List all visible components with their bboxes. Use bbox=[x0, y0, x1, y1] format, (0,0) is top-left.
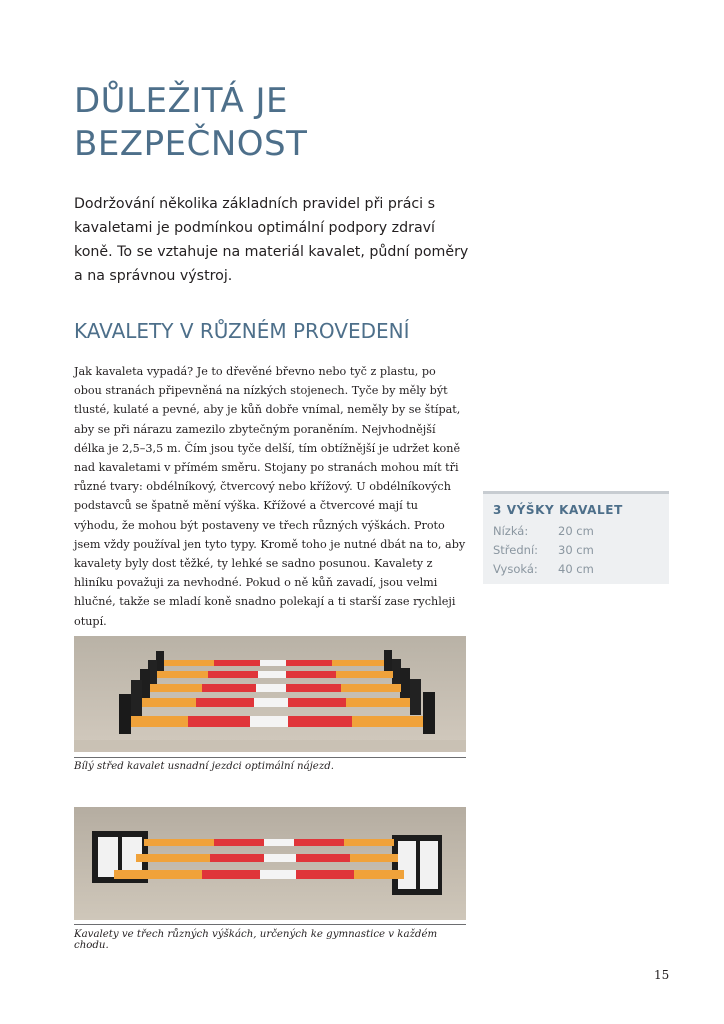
sidebar-value: 40 cm bbox=[558, 562, 594, 576]
intro-paragraph: Dodržování několika základních pravidel při práci s kavaletami je podmínkou optimální podpory zdraví koně. To se vztahuje na materiál kavalet, půdní poměry a na správnou výstroj. bbox=[74, 196, 469, 284]
sidebar-row-low bbox=[493, 524, 663, 542]
page-title bbox=[74, 80, 494, 166]
sidebar-label: Vysoká: bbox=[493, 562, 538, 576]
caption-rule bbox=[74, 924, 466, 925]
title-line-2: BEZPEČNOST bbox=[74, 124, 308, 164]
photo-caption-1: Bílý střed kavalet usnadní jezdci optimální nájezd. bbox=[74, 761, 334, 772]
page-number: 15 bbox=[654, 968, 670, 982]
sidebar-row-medium bbox=[493, 543, 663, 561]
photo-cavaletti-white-center bbox=[74, 636, 466, 752]
sidebar-row-high bbox=[493, 562, 663, 580]
heights-sidebar bbox=[483, 491, 669, 584]
title-line-1: DŮLEŽITÁ JE bbox=[74, 81, 289, 121]
photo-caption-2: Kavalety ve třech různých výškách, určených ke gymnastice v každém chodu. bbox=[74, 929, 438, 951]
sidebar-value: 30 cm bbox=[558, 543, 594, 557]
section-title: KAVALETY V RŮZNÉM PROVEDENÍ bbox=[74, 319, 410, 343]
caption-rule bbox=[74, 757, 466, 758]
sidebar-label: Nízká: bbox=[493, 524, 529, 538]
photo-cavaletti-three-heights bbox=[74, 807, 466, 920]
sidebar-label: Střední: bbox=[493, 543, 539, 557]
body-paragraph: Jak kavaleta vypadá? Je to dřevěné břevno nebo tyč z plastu, po obou stranách připevněná na nízkých stojenech. Tyče by měly být tlusté, kulaté a pevné, aby je kůň dobře vnímal, neměly by se štípat, aby se při nárazu zamezilo zbytečným poraněním. Nejvhodnější délka je 2,5–3,5 m. Čím jsou tyče delší, tím obtížnější je udržet koně nad kavaletami v přímém směru. Stojany po stranách mohou mít tři různé tvary: obdélníkový, čtvercový nebo křížový. U obdélníkových podstavců se špatně mění výška. Křížové a čtvercové mají tu výhodu, že mohou být postaveny ve třech různých výškách. Proto jsem vždy používal jen tyto typy. Kromě toho je nutné dbát na to, aby kavalety byly dost těžké, ty lehké se sadno posunou. Kavalety z hliníku považuji za nevhodné. Pokud o ně kůň zavadí, jsou velmi hlučné, takže se mladí koně snadno polekají a ti starší zase rychleji otupí. bbox=[74, 365, 466, 628]
sidebar-value: 20 cm bbox=[558, 524, 594, 538]
sidebar-title: 3 VÝŠKY KAVALET bbox=[493, 503, 623, 517]
